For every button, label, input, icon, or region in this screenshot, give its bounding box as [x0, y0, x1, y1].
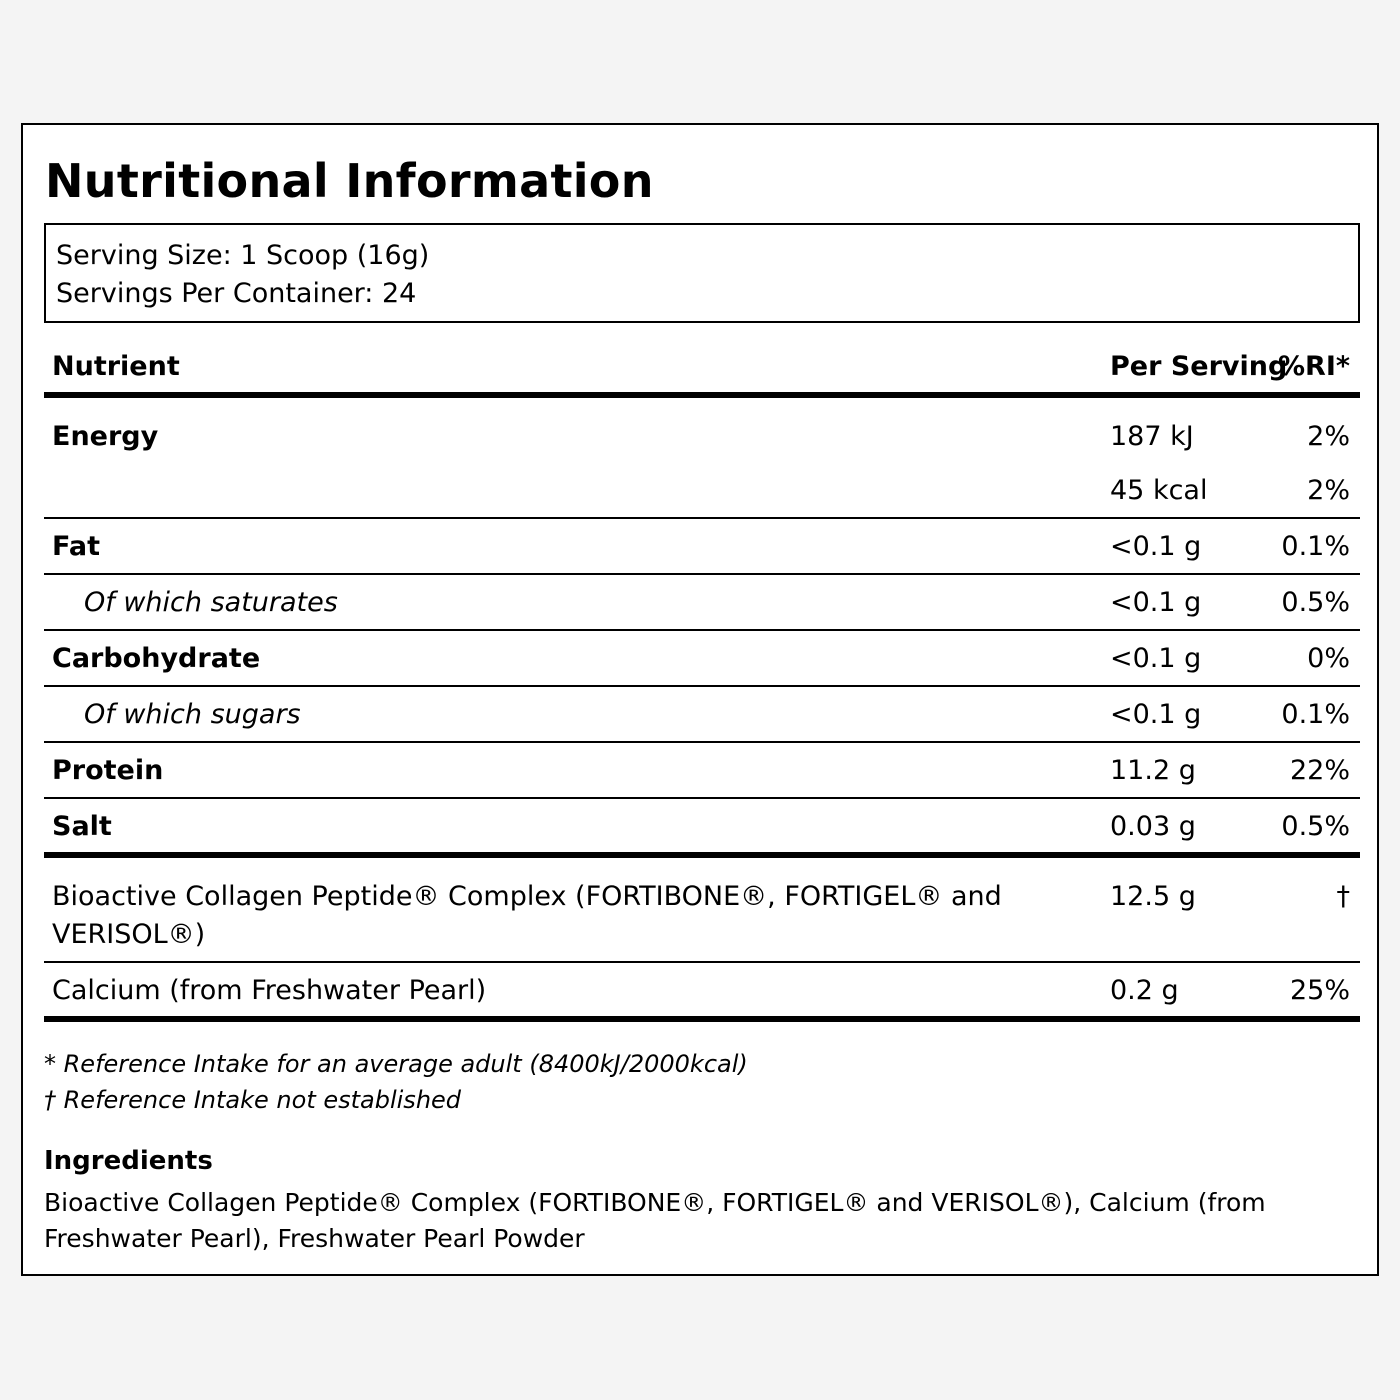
energy-kcal-ri: 2%	[1307, 475, 1350, 506]
energy-kj-ri: 2%	[1307, 421, 1350, 452]
saturates-amount: <0.1 g	[1110, 587, 1202, 618]
carbohydrate-ri: 0%	[1307, 643, 1350, 674]
sugars-ri: 0.1%	[1281, 699, 1350, 730]
row-divider	[44, 797, 1360, 799]
ingredients-text: Bioactive Collagen Peptide® Complex (FORTIBONE®, FORTIGEL® and VERISOL®), Calcium (from Freshwater Pearl), Freshwater Pearl Powder	[44, 1188, 1266, 1253]
row-divider	[44, 573, 1360, 575]
header-per-serving: Per Serving	[1110, 351, 1288, 382]
nutrient-fat: Fat	[52, 531, 100, 562]
footnote-reference-intake: * Reference Intake for an average adult (8400kJ/2000kcal)	[44, 1050, 748, 1078]
energy-kj-amount: 187 kJ	[1110, 421, 1194, 452]
footnote-not-established: † Reference Intake not established	[44, 1086, 462, 1114]
salt-amount: 0.03 g	[1110, 811, 1196, 842]
calcium-ri: 25%	[1289, 975, 1350, 1006]
row-divider	[44, 741, 1360, 743]
nutrition-label	[21, 123, 1379, 1276]
row-divider	[44, 517, 1360, 519]
fat-amount: <0.1 g	[1110, 531, 1202, 562]
sugars-amount: <0.1 g	[1110, 699, 1202, 730]
row-divider	[44, 629, 1360, 631]
section-divider	[44, 852, 1360, 858]
header-ri: %RI*	[1277, 351, 1350, 382]
protein-ri: 22%	[1289, 755, 1350, 786]
header-nutrient: Nutrient	[52, 351, 180, 382]
calcium-amount: 0.2 g	[1110, 975, 1179, 1006]
nutrient-protein: Protein	[52, 755, 164, 786]
serving-info-box	[44, 223, 1360, 323]
serving-size: Serving Size: 1 Scoop (16g)	[56, 240, 430, 271]
nutrient-calcium: Calcium (from Freshwater Pearl)	[52, 975, 487, 1006]
protein-amount: 11.2 g	[1110, 755, 1196, 786]
salt-ri: 0.5%	[1281, 811, 1350, 842]
table-bottom-divider	[44, 1016, 1360, 1022]
energy-kcal-amount: 45 kcal	[1110, 475, 1208, 506]
fat-ri: 0.1%	[1281, 531, 1350, 562]
nutrient-sugars: Of which sugars	[84, 699, 301, 730]
page-title: Nutritional Information	[45, 154, 654, 208]
ingredients-heading: Ingredients	[44, 1146, 213, 1176]
nutrient-salt: Salt	[52, 811, 112, 842]
row-divider	[44, 685, 1360, 687]
header-divider	[44, 392, 1360, 398]
nutrient-carbohydrate: Carbohydrate	[52, 643, 261, 674]
carbohydrate-amount: <0.1 g	[1110, 643, 1202, 674]
row-divider	[44, 961, 1360, 963]
collagen-amount: 12.5 g	[1110, 881, 1196, 912]
nutrient-energy: Energy	[52, 421, 159, 452]
collagen-ri: †	[1336, 881, 1350, 912]
nutrient-collagen-complex: Bioactive Collagen Peptide® Complex (FORTIBONE®, FORTIGEL® and VERISOL®)	[52, 881, 1002, 950]
saturates-ri: 0.5%	[1281, 587, 1350, 618]
servings-per-container: Servings Per Container: 24	[56, 278, 417, 309]
nutrient-saturates: Of which saturates	[84, 587, 338, 618]
